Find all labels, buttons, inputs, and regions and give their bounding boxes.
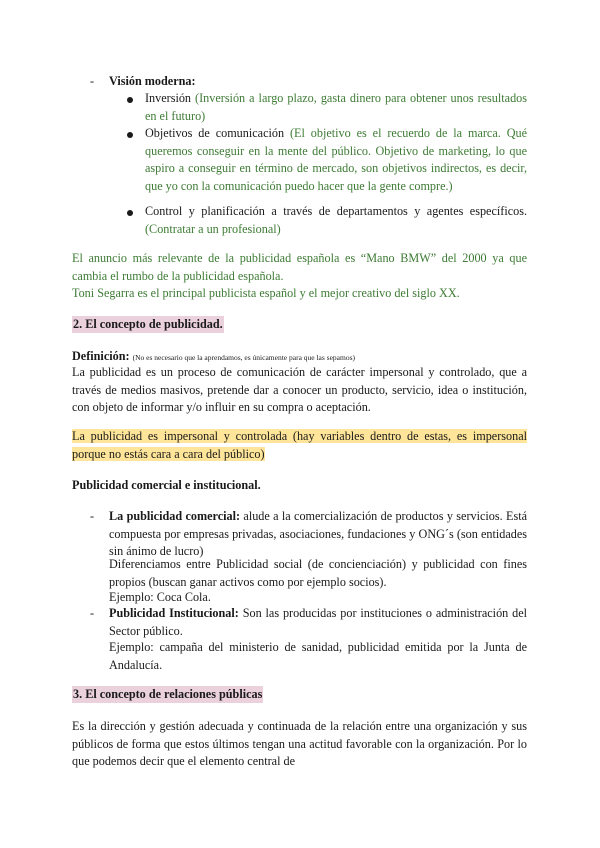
item-label: Objetivos de comunicación — [145, 126, 285, 140]
definition-label: Definición: — [72, 349, 130, 363]
commercial-publicity — [109, 508, 527, 561]
section-3-text: Es la dirección y gestión adecuada y continuada de la relación entre una organización y sus públicos de forma que estos últimos tengan una actitud favorable con la organización. Por lo que podemos decir que el elemento central de — [72, 719, 527, 769]
item-dash: - — [90, 606, 95, 620]
modern-vision-dash: - — [90, 74, 95, 88]
institutional-publicity — [109, 605, 527, 640]
publicity-subheading: Publicidad comercial e institucional. — [72, 478, 261, 492]
modern-vision-title: Visión moderna: — [109, 74, 196, 88]
institutional-example: Ejemplo: campaña del ministerio de sanidad, publicidad emitida por la Junta de Andalucía. — [109, 640, 527, 672]
highlight-text: La publicidad es impersonal y controlada (hay variables dentro de estas, es impersonal porque no estás cara a cara del público) — [72, 429, 527, 461]
item-label: Control y planificación a través de departamentos y agentes específicos. — [145, 204, 527, 218]
item-dash: - — [90, 509, 95, 523]
section-3-heading: 3. El concepto de relaciones públicas — [73, 687, 263, 701]
commercial-text: alude a la comercialización de productos y servicios. Está compuesta por empresas privadas, asociaciones, fundaciones y ONG´s (son entidades sin ánimo de lucro) — [109, 509, 527, 559]
item-detail: (Inversión a largo plazo, gasta dinero para obtener unos resultados en el futuro) — [145, 91, 527, 123]
institutional-label: Publicidad Institucional: — [109, 606, 239, 620]
bullet-icon — [127, 97, 133, 103]
note-paragraph: El anuncio más relevante de la publicidad española es “Mano BMW” del 2000 ya que cambia el rumbo de la publicidad española. Toni Segarra es el principal publicista español y el mejor creativo del siglo XX. — [72, 251, 527, 301]
highlight-block — [72, 428, 527, 463]
item-label: Inversión — [145, 91, 192, 105]
modern-vision-item-2 — [145, 125, 527, 195]
bullet-icon — [127, 210, 133, 216]
section-2-heading: 2. El concepto de publicidad. — [73, 317, 223, 331]
commercial-example: Ejemplo: Coca Cola. — [109, 590, 211, 604]
bullet-icon — [127, 132, 133, 138]
item-detail: (Contratar a un profesional) — [145, 221, 281, 236]
commercial-label: La publicidad comercial: — [109, 509, 241, 523]
definition-text: La publicidad es un proceso de comunicación de carácter impersonal y controlado, que a través de medios masivos, pretende dar a conocer un producto, servicio, idea o institución, con objeto de informar y/o influir en su compra o aceptación. — [72, 365, 527, 415]
modern-vision-item-1 — [145, 90, 527, 125]
institutional-text: Son las producidas por instituciones o administración del Sector público. — [109, 606, 528, 638]
modern-vision-item-3 — [145, 203, 527, 238]
item-detail: (El objetivo es el recuerdo de la marca. Qué queremos conseguir en la mente del público. Objetivo de marketing, lo que aspiro a conseguir en término de mercado, son objetivos indirectos, es decir, que yo con la comunicación puedo hacer que la gente compre.) — [145, 126, 527, 193]
definition-note: (No es necesario que la aprendamos, es únicamente para que las sepamos) — [132, 353, 356, 362]
commercial-extra: Diferenciamos entre Publicidad social (de concienciación) y publicidad con fines propios (buscan ganar activos como por ejemplo socios). — [109, 557, 527, 589]
